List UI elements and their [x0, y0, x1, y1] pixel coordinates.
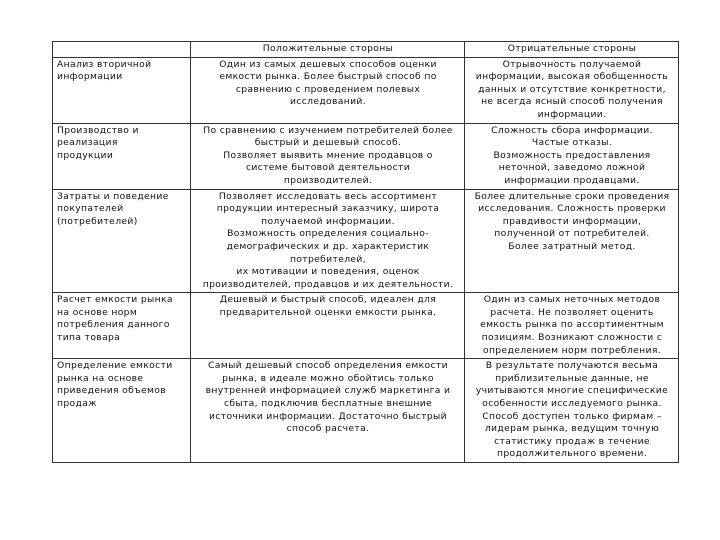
cell-line: Более длительные сроки проведения [474, 190, 670, 202]
cell-line: В результате получаются весьма [485, 360, 659, 372]
cell-line: продаж [57, 398, 97, 410]
cell-line: сбыта, подключив бесплатные внешние [223, 398, 433, 410]
cell-line: Производство и [57, 124, 139, 136]
method-cell [53, 189, 191, 293]
cell-line: внутренней информацией служб маркетинга и [205, 385, 451, 397]
cell-line: их мотивации и поведения, оценок [236, 266, 420, 278]
header-row [53, 42, 679, 58]
header-positive: Положительные стороны [191, 42, 465, 58]
cell-line: Отрывочность получаемой [502, 58, 642, 70]
cell-line: Возможность определения социально- [227, 228, 429, 240]
cell-line: Способ доступен только фирмам – [482, 410, 662, 422]
comparison-table [52, 41, 679, 463]
cell-line: Затраты и поведение [57, 190, 169, 202]
method-cell [53, 57, 191, 123]
cell-line: исследований. [289, 96, 367, 108]
method-cell [53, 359, 191, 463]
cell-line: потребителей, [289, 253, 367, 265]
cell-line: производителей, продавцов и их деятельности. [202, 278, 454, 290]
cell-line: позициям. Возникают сложности с [481, 332, 663, 344]
cell-line: Самый дешевый способ определения емкости [208, 360, 448, 372]
cell-line: продукции интересный заказчику, широта [216, 203, 440, 215]
cell-line: Более затратный метод. [508, 240, 636, 252]
table-row [53, 57, 679, 123]
cell-line: Частые отказы. [531, 137, 613, 149]
cell-line: типа товара [57, 332, 121, 344]
header-method [53, 42, 191, 58]
cell-line: Позволяет исследовать весь ассортимент [218, 190, 438, 202]
cell-line: способ расчета. [286, 423, 370, 435]
cell-line: Анализ вторичной [57, 58, 152, 70]
cell-line: приведения объемов [57, 385, 167, 397]
cell-line: Дешевый и быстрый способ, идеален для [219, 294, 437, 306]
cell-line: По сравнению с изучением потребителей более [203, 124, 453, 136]
table-row [53, 123, 679, 189]
positive-cell [191, 293, 465, 359]
cell-line: продукции [57, 149, 114, 161]
cell-line: лидерам рынка, ведущим точную [484, 423, 660, 435]
cell-line: данных и отсутствие конкретности, [478, 83, 666, 95]
cell-line: предварительной оценки емкости рынка. [219, 306, 437, 318]
negative-cell [465, 123, 679, 189]
cell-line: источники информации. Достаточно быстрый [209, 410, 447, 422]
cell-line: на основе норм [57, 306, 138, 318]
table-row [53, 359, 679, 463]
cell-line: информации, высокая обобщенность [475, 71, 669, 83]
cell-line: покупателей [57, 203, 124, 215]
table-row [53, 189, 679, 293]
cell-line: расчета. Не позволяет оценить [490, 306, 654, 318]
cell-line: информации продавцами. [504, 174, 640, 186]
cell-line: Возможность предоставления [493, 149, 651, 161]
cell-line: статистику продаж в течение [494, 435, 650, 447]
cell-line: полученной от потребителей. [494, 228, 650, 240]
cell-line: производителей. [283, 174, 373, 186]
cell-line: Один из самых неточных методов [483, 294, 661, 306]
cell-line: Позволяет выявить мнение продавцов о [223, 149, 433, 161]
negative-cell [465, 57, 679, 123]
cell-line: правдивости информации, [502, 215, 642, 227]
cell-line: учитываются многие специфические [475, 385, 669, 397]
cell-line: емкости рынка. Более быстрый способ по [219, 71, 437, 83]
cell-line: исследования. Сложность проверки [478, 203, 666, 215]
cell-line: не всегда ясный способ получения [481, 96, 663, 108]
cell-line: Расчет емкости рынка [57, 294, 173, 306]
cell-line: системе бытовой деятельности [245, 162, 411, 174]
header-negative: Отрицательные стороны [465, 42, 679, 58]
cell-line: особенности исследуемого рынка. [482, 398, 662, 410]
positive-cell [191, 123, 465, 189]
cell-line: Один из самых дешевых способов оценки [219, 58, 437, 70]
positive-cell [191, 359, 465, 463]
cell-line: емкость рынка по ассортиментным [480, 319, 664, 331]
cell-line: приблизительные данные, не [495, 372, 649, 384]
cell-line: быстрый и дешевый способ. [254, 137, 402, 149]
cell-line: демографических и др. характеристик [226, 240, 430, 252]
cell-line: (потребителей) [57, 215, 138, 227]
positive-cell [191, 57, 465, 123]
cell-line: рынка, в идеале можно обойтись только [222, 372, 434, 384]
cell-line: Определение емкости [57, 360, 173, 372]
negative-cell [465, 189, 679, 293]
negative-cell [465, 359, 679, 463]
cell-line: получаемой информации. [261, 215, 395, 227]
cell-line: потребления данного [57, 319, 170, 331]
cell-line: рынка на основе [57, 372, 144, 384]
cell-line: продолжительного времени. [497, 448, 647, 460]
cell-line: сравнению с проведением полевых [235, 83, 421, 95]
method-cell [53, 293, 191, 359]
cell-line: информации. [537, 108, 607, 120]
negative-cell [465, 293, 679, 359]
cell-line: неточной, заведомо ложной [498, 162, 646, 174]
cell-line: информации [57, 71, 123, 83]
positive-cell [191, 189, 465, 293]
method-cell [53, 123, 191, 189]
cell-line: реализация [57, 137, 118, 149]
cell-line: определением норм потребления. [482, 344, 661, 356]
table-row [53, 293, 679, 359]
cell-line: Сложность сбора информации. [491, 124, 653, 136]
